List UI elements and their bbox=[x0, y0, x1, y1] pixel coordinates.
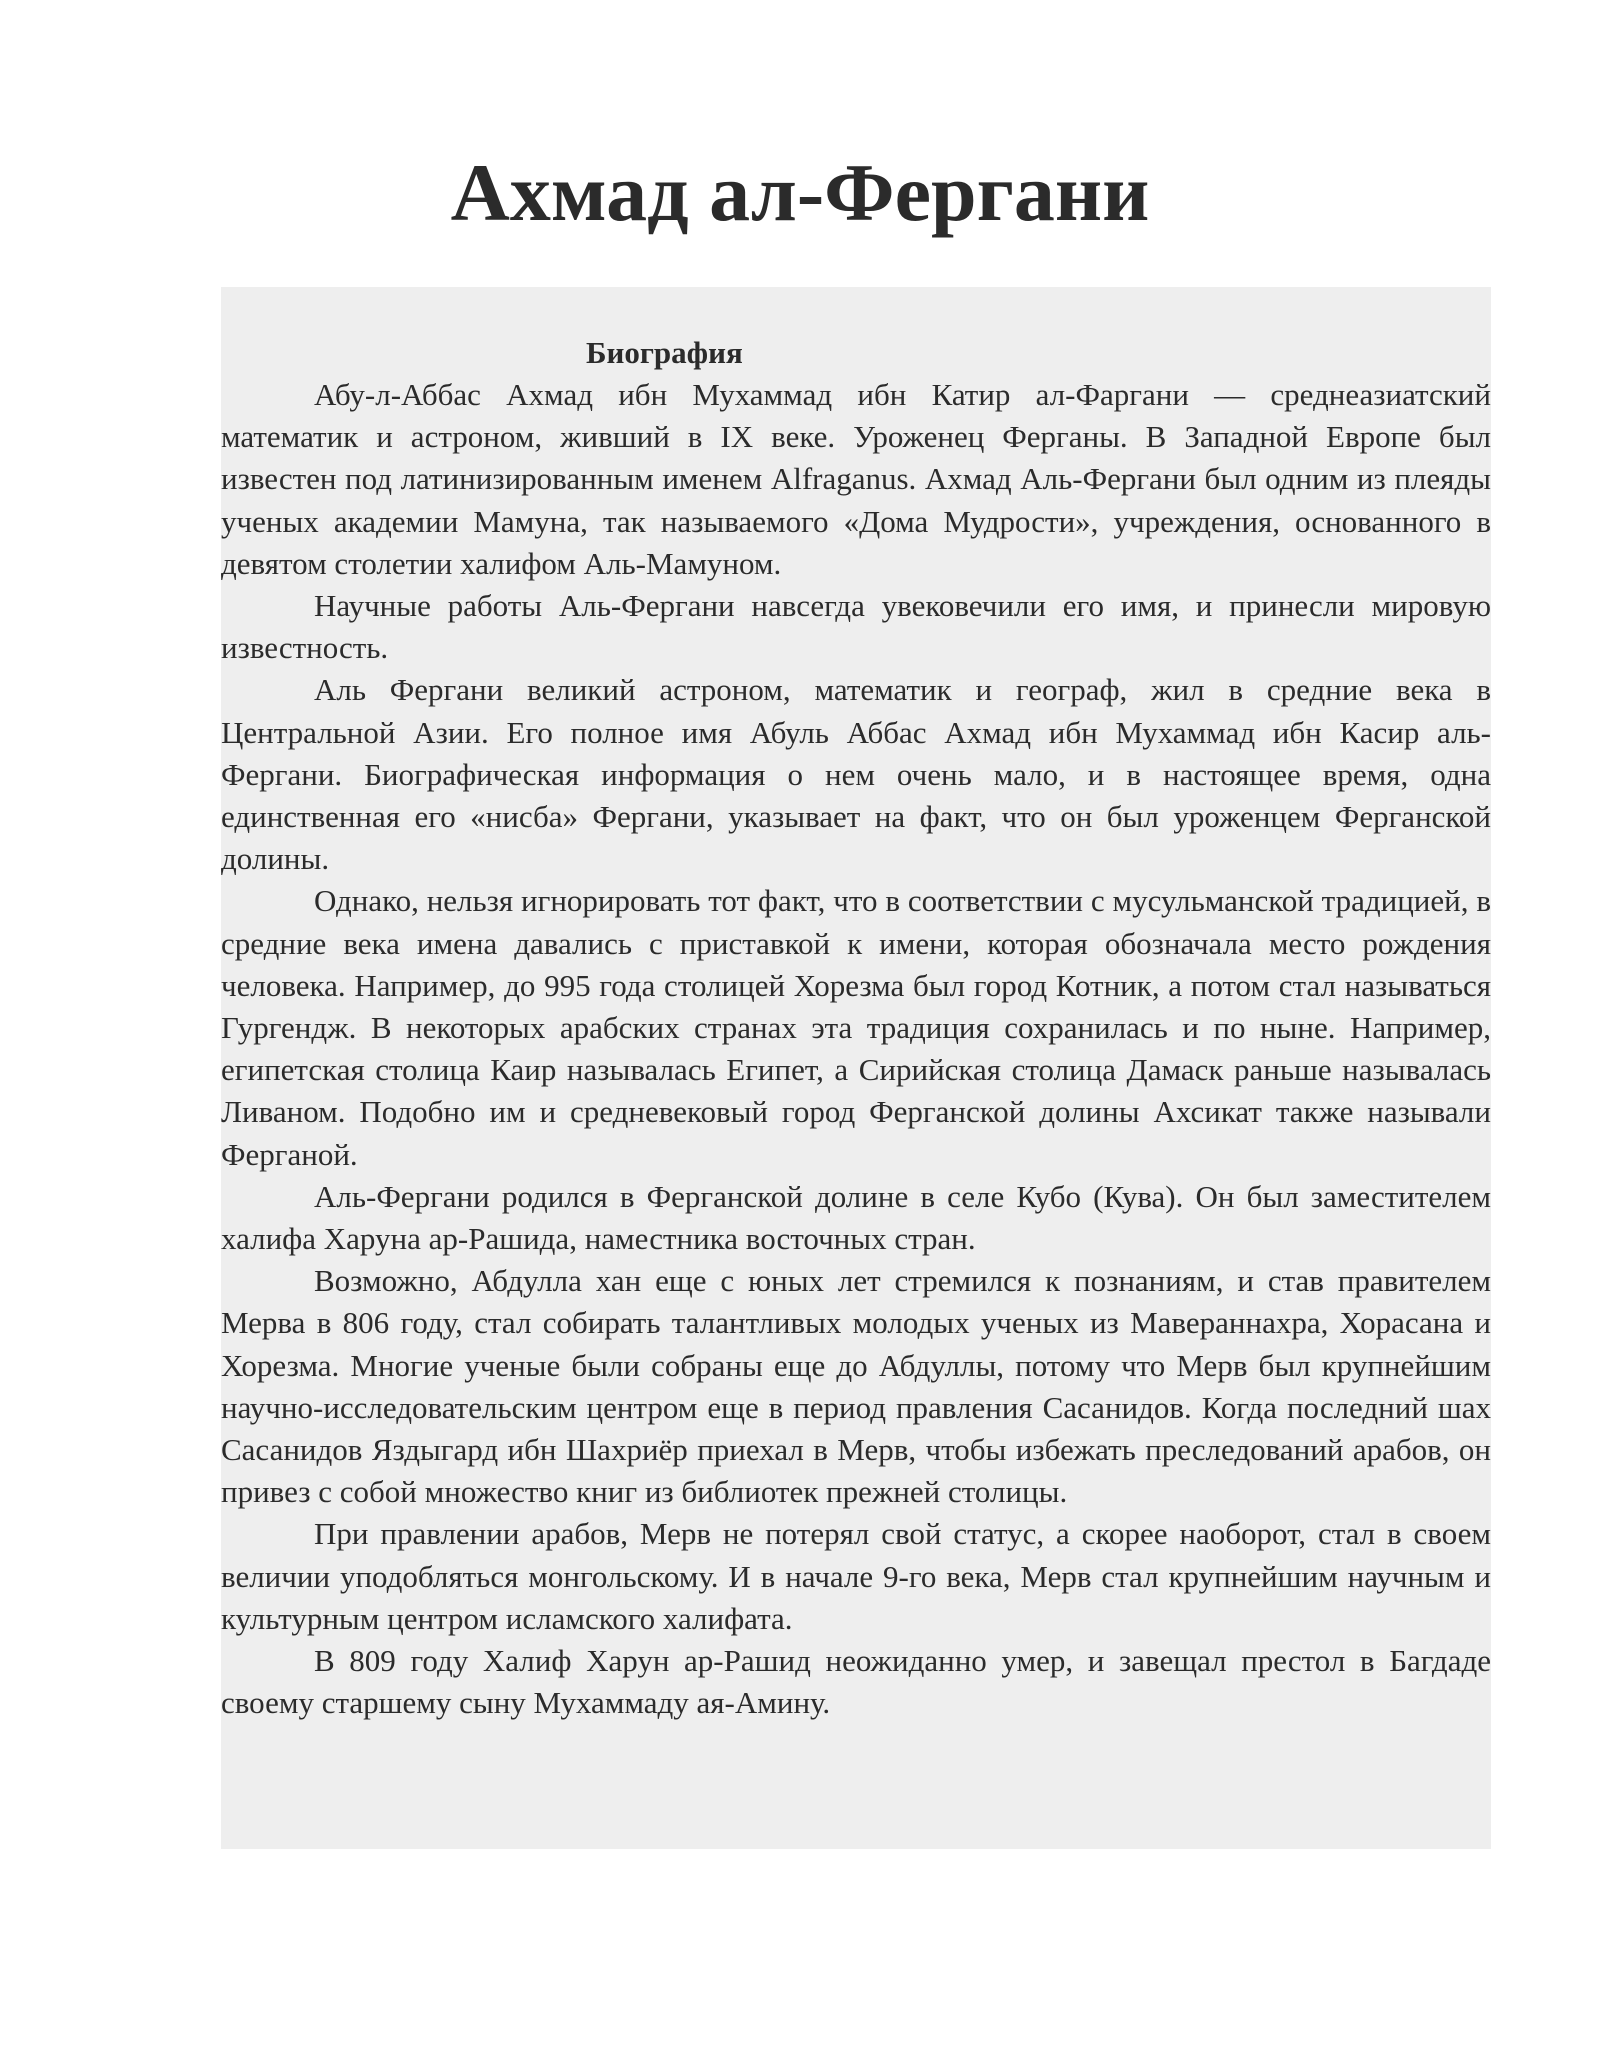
paragraph-5: Аль-Фергани родился в Ферганской долине в селе Кубо (Кува). Он был заместителем халифа Харуна ар-Рашида, наместника восточных стран. bbox=[221, 1178, 1491, 1257]
paragraph-1: Абу-л-Аббас Ахмад ибн Мухаммад ибн Катир ал-Фаргани — среднеазиатский математик и астроном, живший в IX веке. Уроженец Ферганы. В Западной Европе был известен под латинизированным именем Alfraganus. Ахмад Аль-Фергани был одним из плеяды ученых академии Мамуна, так называемого «Дома Мудрости», учреждения, основанного в девятом столетии халифом Аль-Мамуном. bbox=[221, 377, 1491, 581]
biography-section bbox=[221, 287, 1491, 1849]
paragraph-2: Научные работы Аль-Фергани навсегда увековечили его имя, и принесли мировую известность. bbox=[221, 588, 1491, 666]
paragraph-3: Аль Фергани великий астроном, математик и географ, жил в средние века в Центральной Азии. Его полное имя Абуль Аббас Ахмад ибн Мухаммад ибн Касир аль-Фергани. Биографическая информация о нем очень мало, и в настоящее время, одна единственная его «нисба» Фергани, указывает на факт, что он был уроженцем Ферганской долины. bbox=[221, 672, 1491, 877]
paragraph-7: При правлении арабов, Мерв не потерял свой статус, а скорее наоборот, стал в своем величии уподобляться монгольскому. И в начале 9-го века, Мерв стал крупнейшим научным и культурным центром исламского халифата. bbox=[221, 1516, 1491, 1636]
paragraph-4: Однако, нельзя игнорировать тот факт, что в соответствии с мусульманской традицией, в средние века имена давались с приставкой к имени, которая обозначала место рождения человека. Например, до 995 года столицей Хорезма был город Котник, а потом стал называться Гургендж. В некоторых арабских странах эта традиция сохранилась и по ныне. Например, египетская столица Каир называлась Египет, а Сирийская столица Дамаск раньше называлась Ливаном. Подобно им и средневековый город Ферганской долины Ахсикат также называли Ферганой. bbox=[221, 883, 1491, 1172]
section-heading: Биография bbox=[586, 335, 743, 370]
page-title: Ахмад ал-Фергани bbox=[450, 147, 1150, 238]
paragraph-8: В 809 году Халиф Харун ар-Рашид неожиданно умер, и завещал престол в Багдаде своему старшему сыну Мухаммаду ая-Амину. bbox=[221, 1643, 1491, 1721]
paragraph-6: Возможно, Абдулла хан еще с юных лет стремился к познаниям, и став правителем Мерва в 806 году, стал собирать талантливых молодых ученых из Мавераннахра, Хорасана и Хорезма. Многие ученые были собраны еще до Абдуллы, потому что Мерв был крупнейшим научно-исследовательским центром еще в период правления Сасанидов. Когда последний шах Сасанидов Яздыгард ибн Шахриёр приехал в Мерв, чтобы избежать преследований арабов, он привез с собой множество книг из библиотек прежней столицы. bbox=[221, 1263, 1491, 1510]
